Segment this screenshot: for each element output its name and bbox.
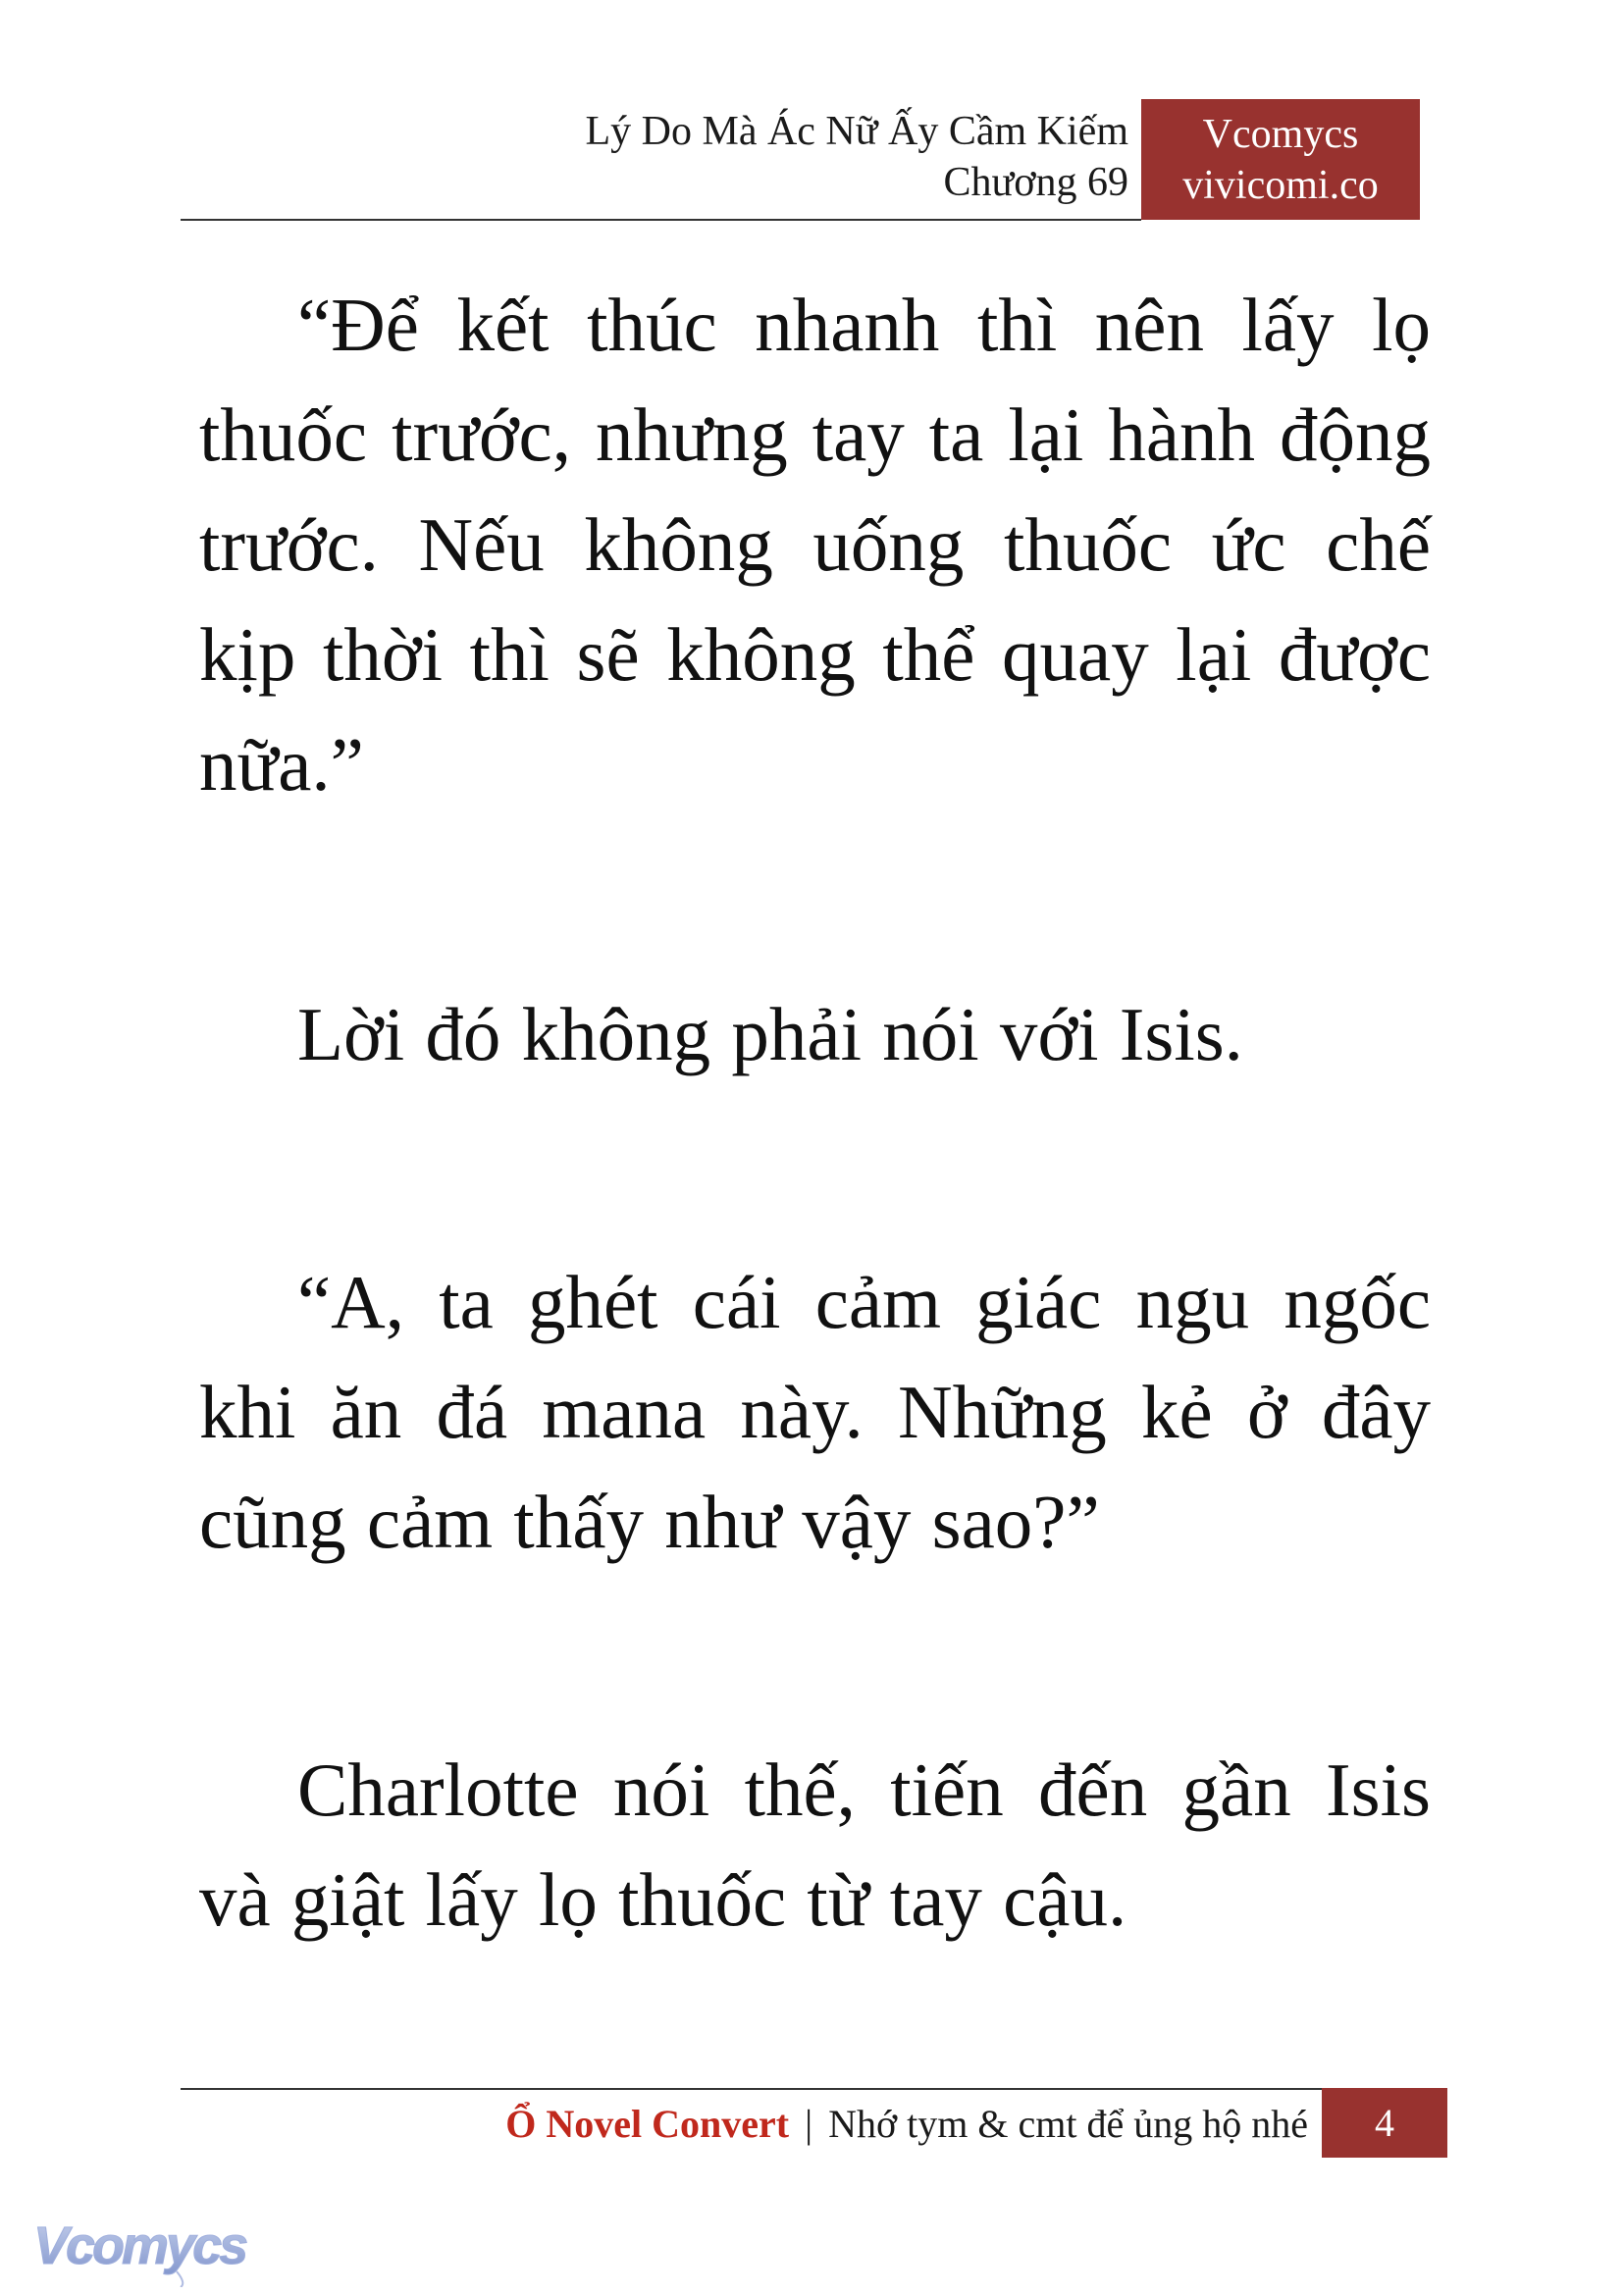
footer-divider — [181, 2088, 1322, 2090]
svg-text:Vcomycs: Vcomycs — [33, 2217, 246, 2275]
site-name: Vcomycs — [1202, 112, 1359, 157]
footer-message: Nhớ tym & cmt để ủng hộ nhé — [828, 2102, 1308, 2146]
paragraph: Lời đó không phải nói với Isis. — [297, 992, 1243, 1076]
paragraph: “A, ta ghét cái cảm giác ngu ngốc khi ăn đá mana này. Những kẻ ở đây cũng cảm thấy như vậy sao?” — [199, 1260, 1431, 1564]
header-divider — [181, 219, 1141, 221]
footer-line — [505, 2096, 1308, 2153]
chapter-label: Chương 69 — [943, 160, 1128, 205]
book-title: Lý Do Mà Ác Nữ Ấy Cầm Kiếm — [585, 109, 1128, 154]
header-book-info — [585, 106, 1128, 208]
paragraph: Charlotte nói thế, tiến đến gần Isis và giật lấy lọ thuốc từ tay cậu. — [199, 1747, 1431, 1942]
paragraph: “Để kết thúc nhanh thì nên lấy lọ thuốc trước, nhưng tay ta lại hành động trước. Nếu không uống thuốc ức chế kịp thời thì sẽ không thể quay lại được nữa.” — [199, 283, 1431, 807]
vcomycs-watermark-logo — [29, 2213, 255, 2287]
site-badge — [1141, 99, 1420, 220]
footer-brand: Ổ Novel Convert — [505, 2102, 790, 2146]
page-number: 4 — [1322, 2088, 1447, 2158]
site-url: vivicomi.co — [1182, 163, 1379, 208]
footer-separator: | — [805, 2102, 813, 2146]
